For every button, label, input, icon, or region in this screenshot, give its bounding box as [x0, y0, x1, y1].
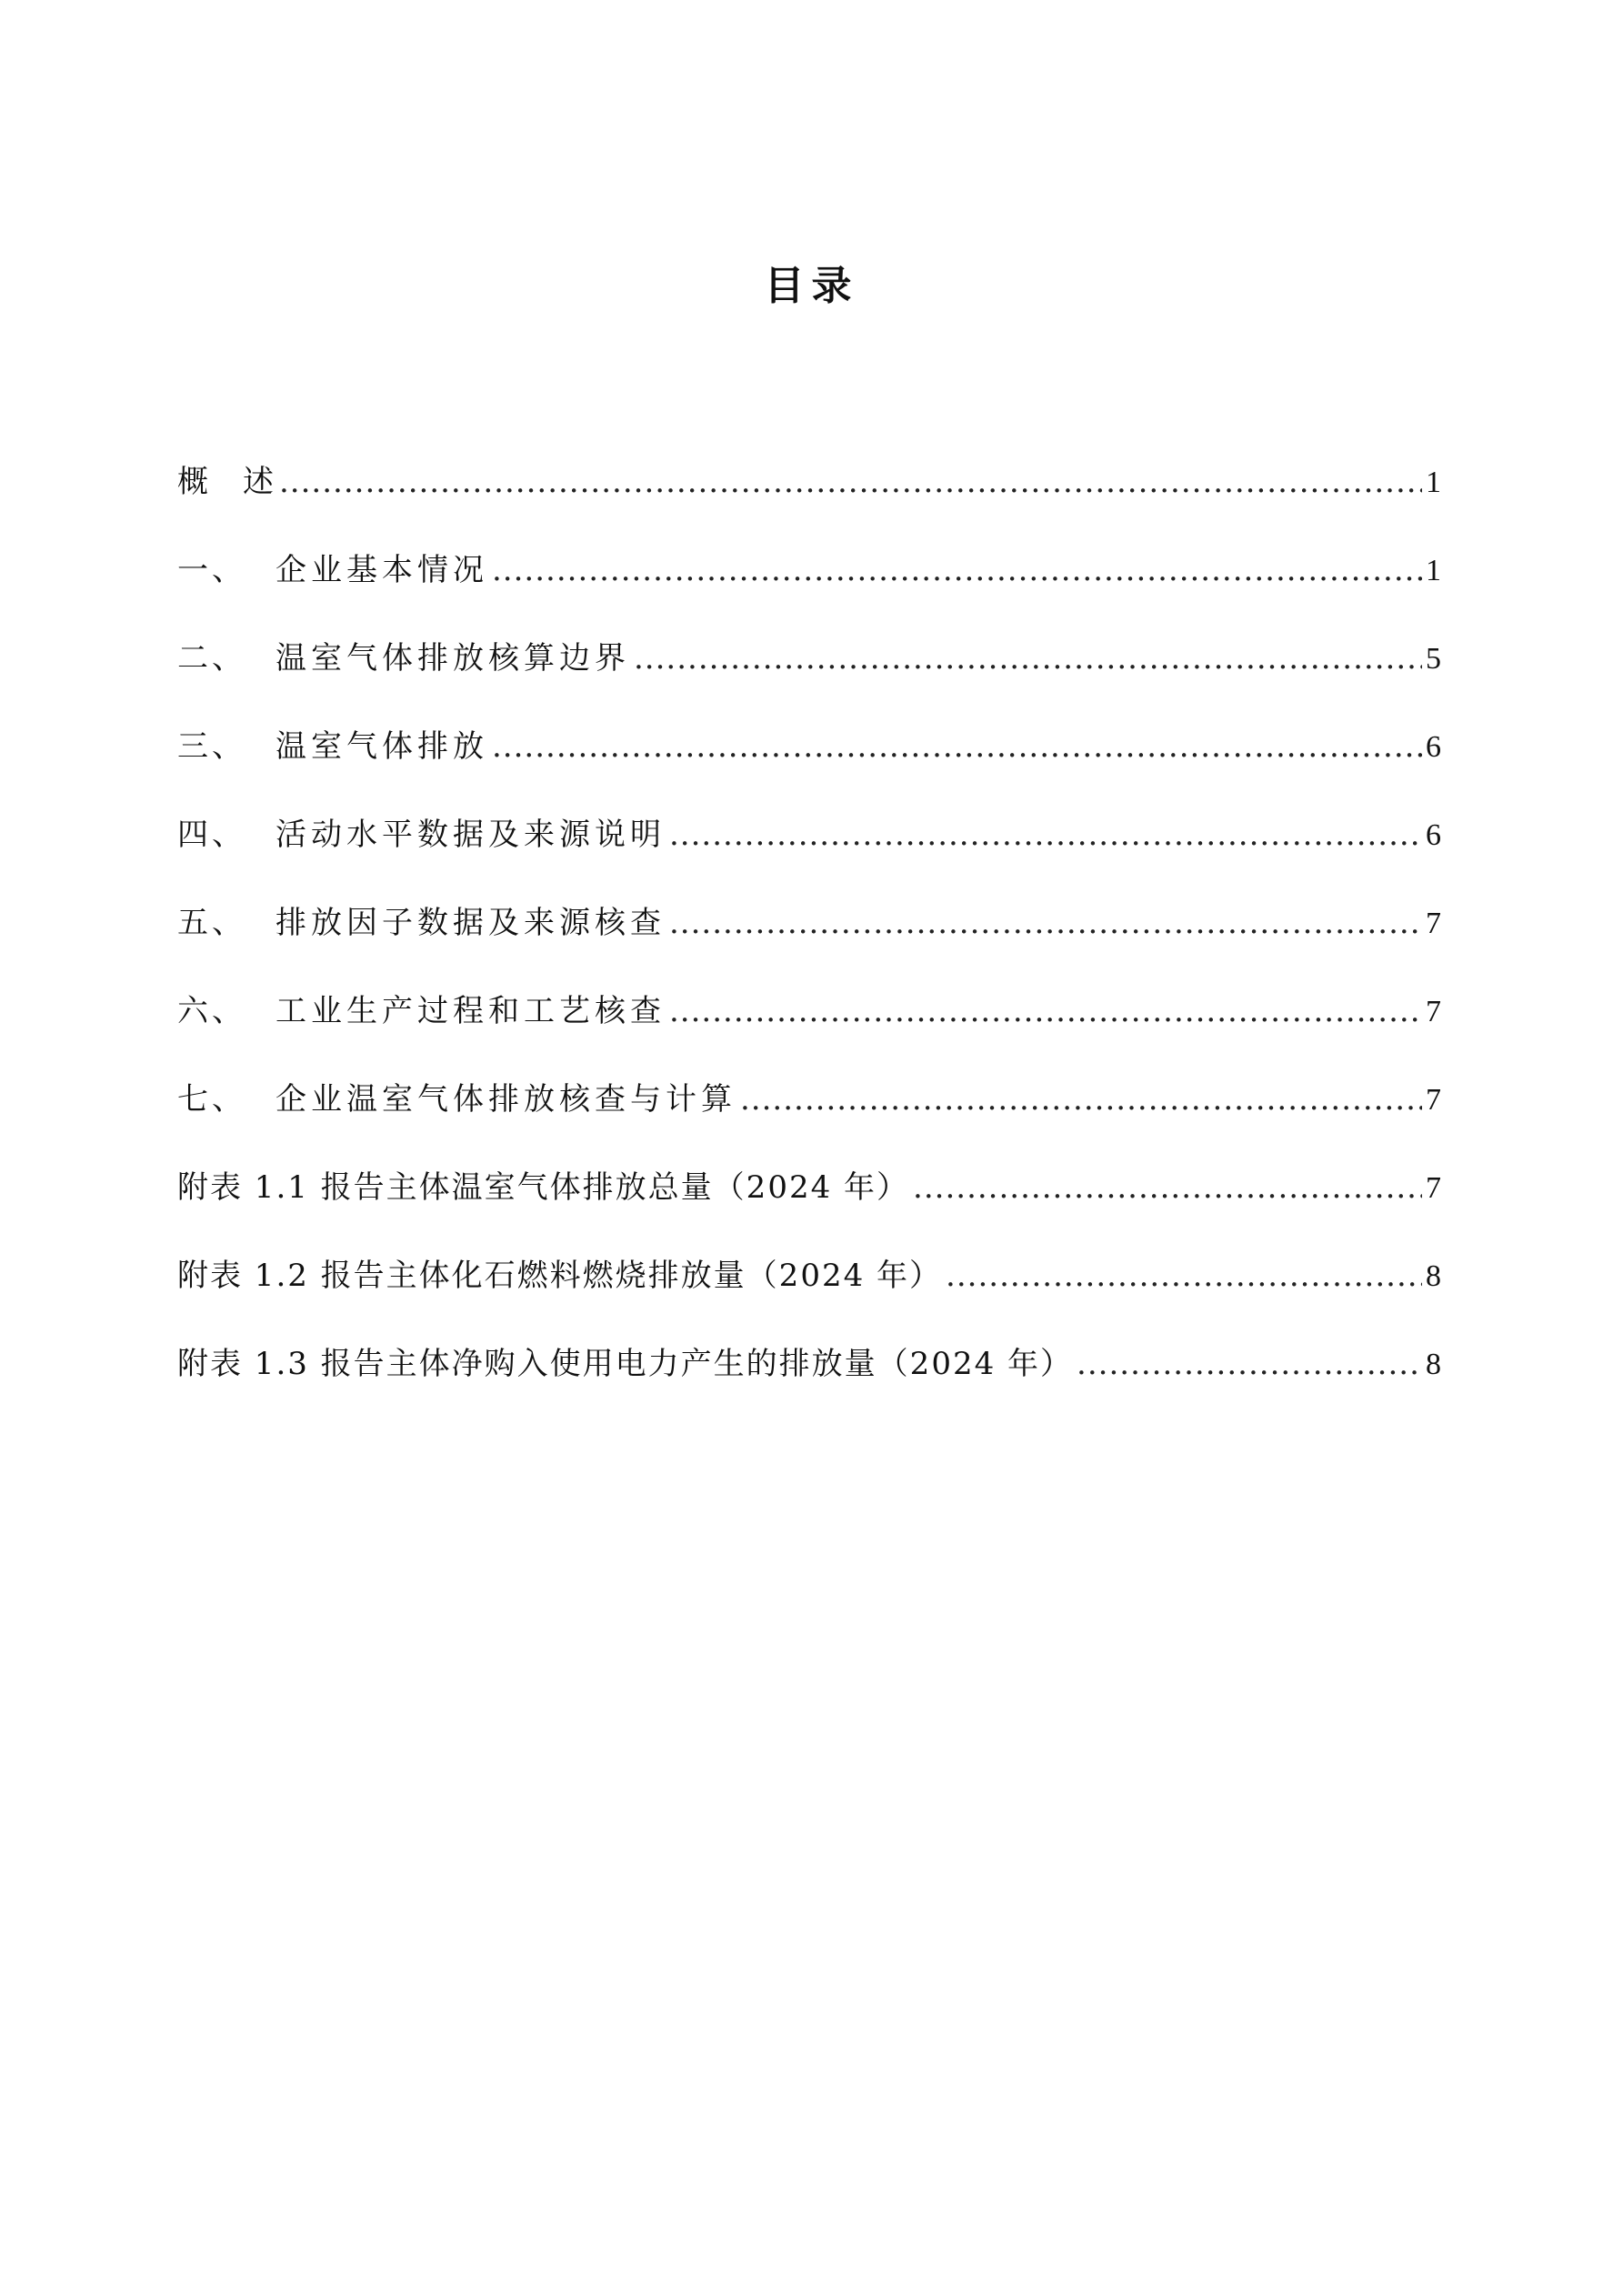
- toc-entry-2[interactable]: [177, 631, 1441, 719]
- toc-entry-label: 附表 1.3 报告主体净购入使用电力产生的排放量（2024 年）: [177, 1346, 1074, 1382]
- toc-entry-3[interactable]: [177, 719, 1441, 807]
- toc-entry-label: 工业生产过程和工艺核查: [276, 993, 666, 1029]
- toc-entry-appendix-1-1[interactable]: [177, 1160, 1441, 1248]
- toc-entry-label: 活动水平数据及来源说明: [276, 817, 666, 853]
- toc-page-number: 6: [1426, 730, 1441, 764]
- dot-leader: [492, 719, 1422, 774]
- toc-page-number: 5: [1426, 642, 1441, 676]
- dot-leader: [634, 631, 1422, 686]
- toc-entry-number: 六、: [177, 993, 246, 1029]
- dot-leader: [913, 1160, 1422, 1215]
- toc-entry-number: 二、: [177, 640, 246, 677]
- toc-entry-label: 温室气体排放: [276, 728, 488, 765]
- toc-page-number: 7: [1426, 1171, 1441, 1205]
- toc-entry-appendix-1-3[interactable]: [177, 1337, 1441, 1425]
- dot-leader: [669, 984, 1422, 1038]
- toc-entry-label: 企业温室气体排放核查与计算: [276, 1081, 736, 1118]
- toc-title: 目录: [764, 263, 859, 309]
- toc-page-number: 7: [1426, 995, 1441, 1028]
- dot-leader: [669, 807, 1422, 862]
- toc-page-number: 7: [1426, 907, 1441, 940]
- toc-entry-6[interactable]: [177, 984, 1441, 1072]
- toc-entry-1[interactable]: [177, 543, 1441, 631]
- toc-entry-appendix-1-2[interactable]: [177, 1248, 1441, 1337]
- toc-entry-label: 排放因子数据及来源核查: [276, 905, 666, 941]
- toc-entry-5[interactable]: [177, 896, 1441, 984]
- dot-leader: [279, 455, 1422, 509]
- toc-entry-number: 五、: [177, 905, 246, 941]
- toc-entry-overview[interactable]: [177, 455, 1441, 543]
- toc-page-number: 7: [1426, 1083, 1441, 1117]
- toc-page-number: 8: [1426, 1259, 1441, 1293]
- toc-entry-label: 概 述: [177, 464, 276, 500]
- toc-entry-number: 三、: [177, 728, 246, 765]
- toc-entry-number: 七、: [177, 1081, 246, 1118]
- dot-leader: [492, 543, 1422, 597]
- toc-entry-label: 企业基本情况: [276, 552, 488, 588]
- toc-page-number: 6: [1426, 818, 1441, 852]
- toc-entry-7[interactable]: [177, 1072, 1441, 1160]
- toc-page-number: 1: [1426, 554, 1441, 587]
- toc-entry-number: 四、: [177, 817, 246, 853]
- dot-leader: [946, 1248, 1422, 1303]
- toc-entry-label: 温室气体排放核算边界: [276, 640, 630, 677]
- dot-leader: [669, 896, 1422, 950]
- toc-entry-number: 一、: [177, 552, 246, 588]
- toc-page-number: 1: [1426, 466, 1441, 499]
- dot-leader: [740, 1072, 1422, 1127]
- toc-entry-4[interactable]: [177, 807, 1441, 896]
- dot-leader: [1077, 1337, 1422, 1391]
- toc-entry-label: 附表 1.2 报告主体化石燃料燃烧排放量（2024 年）: [177, 1258, 943, 1294]
- toc-page-number: 8: [1426, 1348, 1441, 1381]
- table-of-contents: [177, 455, 1441, 1425]
- toc-entry-label: 附表 1.1 报告主体温室气体排放总量（2024 年）: [177, 1169, 910, 1206]
